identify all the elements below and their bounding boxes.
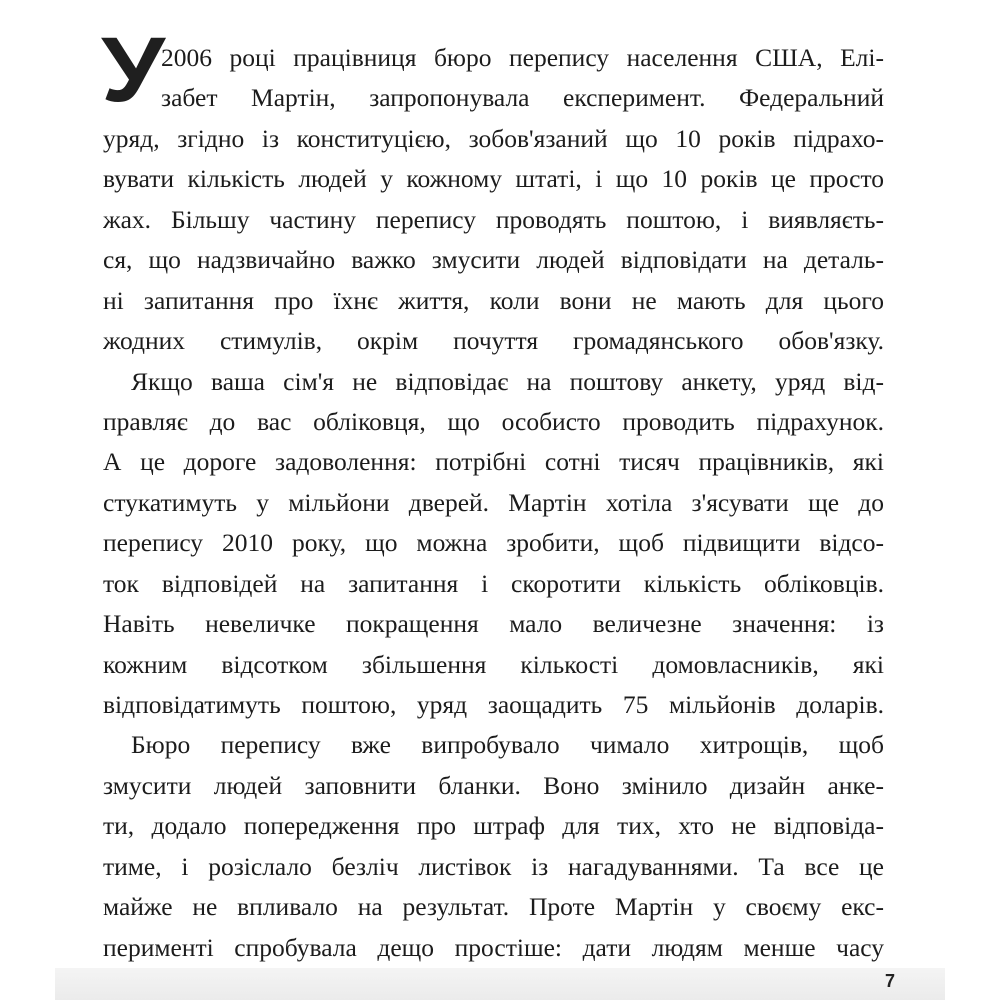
text-line: ток відповідей на запитання і скоротити кількість обліковців. bbox=[103, 568, 884, 598]
text-line: кожним відсотком збільшення кількості домовласників, які bbox=[103, 649, 884, 679]
drop-cap: У bbox=[101, 19, 166, 121]
page-footer-shade bbox=[55, 968, 945, 1000]
text-line: жодних стимулів, окрім почуття громадянського обов'язку. bbox=[103, 326, 884, 356]
text-line: правляє до вас обліковця, що особисто проводить підрахунок. bbox=[103, 406, 884, 436]
text-line: стукатимуть у мільйони дверей. Мартін хотіла з'ясувати ще до bbox=[103, 487, 884, 517]
text-line: Бюро перепису вже випробувало чимало хитрощів, щоб bbox=[131, 730, 884, 760]
text-line: вувати кількість людей у кожному штаті, і що 10 років це просто bbox=[103, 164, 884, 194]
text-line: майже не впливало на результат. Проте Мартін у своєму екс- bbox=[103, 892, 884, 922]
text-line: ти, додало попередження про штраф для тих, хто не відповіда- bbox=[103, 811, 884, 841]
text-line: тиме, і розіслало безліч листівок із нагадуваннями. Та все це bbox=[103, 851, 884, 881]
text-line: А це дороге задоволення: потрібні сотні тисяч працівників, які bbox=[103, 447, 884, 477]
page-number: 7 bbox=[885, 971, 896, 991]
text-line: Якщо ваша сім'я не відповідає на поштову анкету, уряд від- bbox=[131, 366, 884, 396]
text-line: забет Мартін, запропонувала експеримент. Федеральний bbox=[161, 83, 884, 113]
text-line: ся, що надзвичайно важко змусити людей відповідати на деталь- bbox=[103, 245, 884, 275]
text-line: змусити людей заповнити бланки. Воно змінило дизайн анке- bbox=[103, 770, 884, 800]
text-line: жах. Більшу частину перепису проводять поштою, і виявляєть- bbox=[103, 204, 884, 234]
text-line: ні запитання про їхнє життя, коли вони не мають для цього bbox=[103, 285, 884, 315]
text-line: відповідатимуть поштою, уряд заощадить 75 мільйонів доларів. bbox=[103, 690, 884, 719]
text-line: уряд, згідно із конституцією, зобов'язаний що 10 років підрахо- bbox=[103, 123, 884, 153]
text-line: перименті спробувала дещо простіше: дати людям менше часу bbox=[103, 932, 884, 962]
body-text bbox=[103, 38, 884, 1000]
text-line: 2006 році працівниця бюро перепису населення США, Елі- bbox=[161, 43, 884, 72]
text-line: Навіть невеличке покращення мало величезне значення: із bbox=[103, 609, 884, 639]
text-line: перепису 2010 року, що можна зробити, щоб підвищити відсо- bbox=[103, 528, 884, 558]
